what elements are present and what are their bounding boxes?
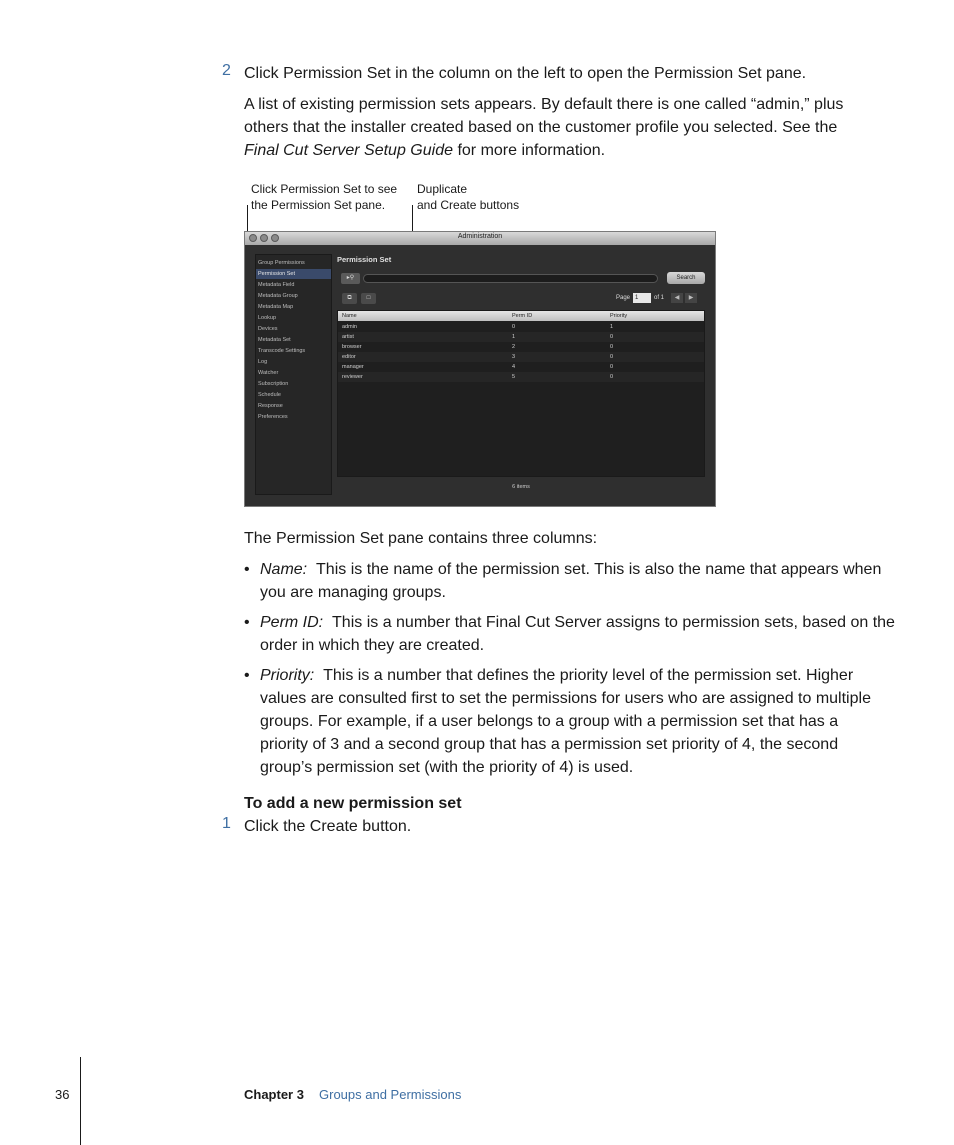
sidebar-item[interactable]: Metadata Group [258, 293, 298, 299]
callout-line: the Permission Set pane. [251, 198, 386, 212]
bullet-text: you are managing groups. [260, 584, 446, 601]
table-row[interactable] [338, 372, 704, 382]
bullet-text: This is a number that defines the priority level of the permission set. Higher [323, 667, 854, 684]
bullet-line [260, 733, 838, 756]
next-page-icon[interactable]: ▶ [685, 293, 697, 303]
bullet-marker: • [244, 667, 250, 684]
bullet-text: group’s permission set (with the priority of 4) is used. [260, 759, 634, 776]
footer-divider [80, 1057, 81, 1145]
bullet-marker: • [244, 561, 250, 578]
para-line: others that the installer created based on the customer profile you selected. See the [244, 119, 838, 136]
bullet-line [260, 664, 853, 687]
column-header-name[interactable]: Name [342, 313, 357, 319]
sidebar-item[interactable]: Devices [258, 326, 278, 332]
bullet-line [260, 634, 484, 657]
table-row[interactable] [338, 342, 704, 352]
sidebar-item[interactable]: Metadata Field [258, 282, 295, 288]
pane-title: Permission Set [337, 255, 392, 264]
permission-set-table [337, 310, 705, 477]
bullet-line [260, 581, 446, 604]
sidebar-item[interactable]: Transcode Settings [258, 348, 306, 354]
chapter-label: Chapter 3 [244, 1087, 304, 1102]
table-row[interactable] [338, 352, 704, 362]
para-text: The Permission Set pane contains three columns: [244, 530, 598, 547]
bullet-text: priority of 3 and a second group that has a permission set priority of 4, the second [260, 736, 839, 753]
section-heading: To add a new permission set [244, 795, 462, 812]
table-cell: 1 [512, 334, 516, 340]
step-number: 1 [222, 815, 231, 832]
items-count: 6 items [512, 484, 530, 490]
page-number: 36 [55, 1087, 70, 1102]
bullet-line [260, 611, 895, 634]
bullet-term: Priority: [260, 667, 315, 684]
table-cell: admin [342, 324, 357, 330]
table-cell: artist [342, 334, 354, 340]
para-line: A list of existing permission sets appears. By default there is one called “admin,” plus [244, 96, 844, 113]
table-cell: 3 [512, 354, 516, 360]
step-text: Click Permission Set in the column on the left to open the Permission Set pane. [244, 65, 807, 82]
callout-line: and Create buttons [417, 198, 520, 212]
administration-window-screenshot [244, 231, 716, 507]
sidebar-item[interactable]: Log [258, 359, 268, 365]
sidebar-item[interactable]: Response [258, 403, 283, 409]
callout-line: Click Permission Set to see [251, 182, 398, 196]
bullet-line [260, 687, 871, 710]
para-line [244, 139, 605, 162]
bullet-line [260, 558, 881, 581]
create-button[interactable]: □ [361, 293, 376, 304]
bullet-line [260, 756, 633, 779]
table-cell: 0 [610, 344, 614, 350]
search-input[interactable] [363, 274, 658, 283]
table-cell: editor [342, 354, 356, 360]
page-label: Page [616, 295, 631, 301]
callout-line: Duplicate [417, 182, 468, 196]
guide-title: Final Cut Server Setup Guide [244, 142, 453, 159]
table-row[interactable] [338, 322, 704, 332]
table-cell: 2 [512, 344, 516, 350]
window-title: Administration [457, 233, 503, 240]
sidebar-item[interactable]: Permission Set [256, 269, 331, 279]
chapter-title: Groups and Permissions [319, 1087, 462, 1102]
para-text: for more information. [453, 142, 606, 159]
prev-page-icon[interactable]: ◀ [671, 293, 683, 303]
bullet-line [260, 710, 838, 733]
sidebar [255, 254, 332, 495]
duplicate-button[interactable]: ⧉ [342, 293, 357, 304]
search-button[interactable]: Search [667, 272, 705, 284]
window-titlebar [245, 232, 715, 245]
table-cell: manager [342, 364, 364, 370]
bullet-text: order in which they are created. [260, 637, 485, 654]
bullet-text: values are consulted first to set the permissions for users who are assigned to multiple [260, 690, 871, 707]
bullet-text: This is the name of the permission set. This is also the name that appears when [316, 561, 882, 578]
sidebar-item[interactable]: Schedule [258, 392, 281, 398]
search-options-button[interactable]: ▸⚲ [341, 273, 360, 284]
table-cell: 1 [610, 324, 614, 330]
bullet-term: Name: [260, 561, 308, 578]
step-number: 2 [222, 62, 231, 79]
sidebar-item[interactable]: Lookup [258, 315, 277, 321]
sidebar-item[interactable]: Metadata Map [258, 304, 294, 310]
table-header [338, 311, 704, 321]
table-row[interactable] [338, 362, 704, 372]
page-count-label: of 1 [654, 295, 665, 301]
step-text: Click the Create button. [244, 818, 412, 835]
sidebar-item[interactable]: Preferences [258, 414, 288, 420]
table-cell: 0 [610, 334, 614, 340]
column-header-perm-id[interactable]: Perm ID [512, 313, 533, 319]
table-cell: browser [342, 344, 362, 350]
page-input[interactable]: 1 [633, 293, 651, 303]
table-cell: 0 [512, 324, 516, 330]
callout-permission-set [251, 181, 397, 213]
table-cell: 0 [610, 374, 614, 380]
table-cell: 4 [512, 364, 516, 370]
callout-buttons [417, 181, 519, 213]
table-cell: 0 [610, 364, 614, 370]
bullet-text: groups. For example, if a user belongs to a group with a permission set that has a [260, 713, 839, 730]
column-header-priority[interactable]: Priority [610, 313, 628, 319]
table-row[interactable] [338, 332, 704, 342]
sidebar-item[interactable]: Group Permissions [258, 260, 305, 266]
table-cell: 5 [512, 374, 516, 380]
table-cell: 0 [610, 354, 614, 360]
bullet-text: This is a number that Final Cut Server assigns to permission sets, based on the [332, 614, 895, 631]
table-cell: reviewer [342, 374, 363, 380]
bullet-term: Perm ID: [260, 614, 324, 631]
sidebar-item[interactable]: Metadata Set [258, 337, 291, 343]
sidebar-item[interactable]: Subscription [258, 381, 289, 387]
bullet-marker: • [244, 614, 250, 631]
sidebar-item[interactable]: Watcher [258, 370, 279, 376]
